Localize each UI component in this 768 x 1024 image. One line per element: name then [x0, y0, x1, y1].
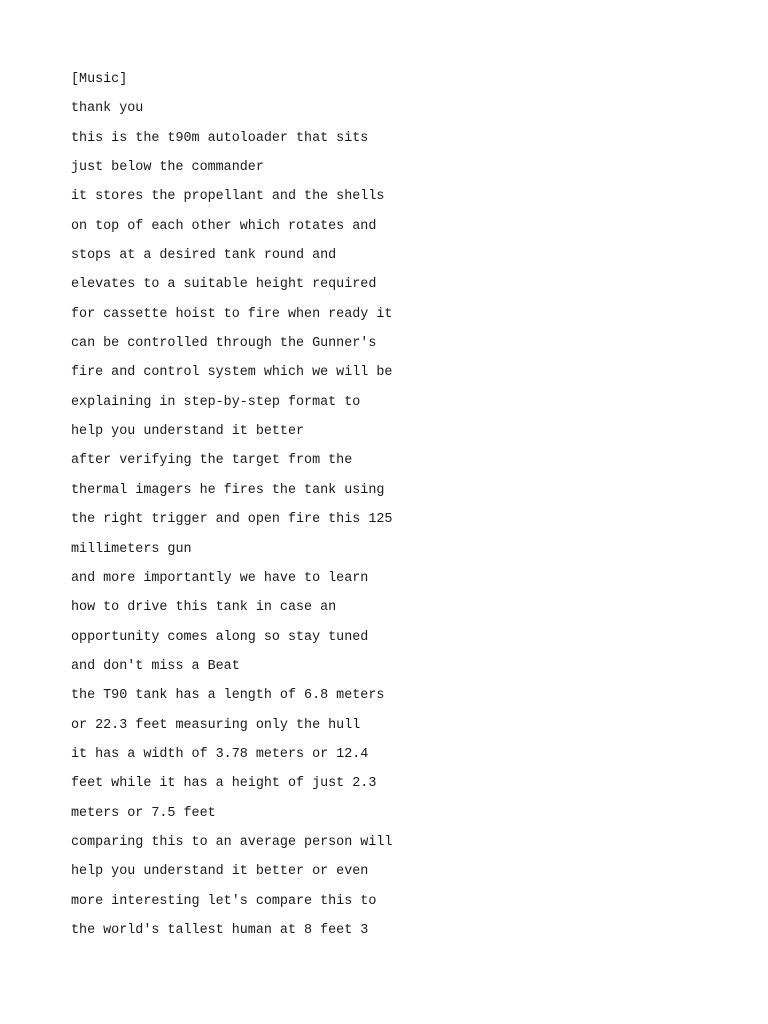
transcript-line: more interesting let's compare this to	[71, 893, 377, 909]
transcript-line: explaining in step-by-step format to	[71, 394, 361, 410]
transcript-line: can be controlled through the Gunner's	[71, 336, 377, 352]
transcript-line: comparing this to an average person will	[71, 834, 393, 850]
transcript-line: it has a width of 3.78 meters or 12.4	[71, 746, 369, 762]
transcript-line: millimeters gun	[71, 541, 192, 557]
transcript-line: and more importantly we have to learn	[71, 570, 369, 586]
transcript-line: fire and control system which we will be	[71, 365, 393, 381]
transcript-line: after verifying the target from the	[71, 453, 353, 469]
transcript-line: and don't miss a Beat	[71, 658, 240, 674]
transcript-line: for cassette hoist to fire when ready it	[71, 306, 393, 322]
transcript-line: the world's tallest human at 8 feet 3	[71, 922, 369, 938]
transcript-line: opportunity comes along so stay tuned	[71, 629, 369, 645]
transcript-line: on top of each other which rotates and	[71, 218, 377, 234]
transcript-line: [Music]	[71, 72, 128, 87]
transcript-line: stops at a desired tank round and	[71, 248, 337, 264]
transcript-line: the right trigger and open fire this 125	[71, 512, 393, 528]
transcript-line: how to drive this tank in case an	[71, 600, 337, 616]
transcript-line: it stores the propellant and the shells	[71, 189, 385, 205]
transcript-line: thermal imagers he fires the tank using	[71, 482, 385, 498]
transcript-line: thank you	[71, 101, 144, 117]
transcript-page	[71, 70, 711, 950]
transcript-line: this is the t90m autoloader that sits	[71, 130, 369, 146]
transcript-line: elevates to a suitable height required	[71, 277, 377, 293]
transcript-line: help you understand it better or even	[71, 864, 369, 880]
transcript-line: feet while it has a height of just 2.3	[71, 776, 377, 792]
transcript-line: help you understand it better	[71, 424, 305, 440]
transcript-line: the T90 tank has a length of 6.8 meters	[71, 688, 385, 704]
transcript-line: just below the commander	[71, 160, 264, 176]
transcript-line: meters or 7.5 feet	[71, 805, 216, 821]
transcript-line: or 22.3 feet measuring only the hull	[71, 717, 361, 733]
